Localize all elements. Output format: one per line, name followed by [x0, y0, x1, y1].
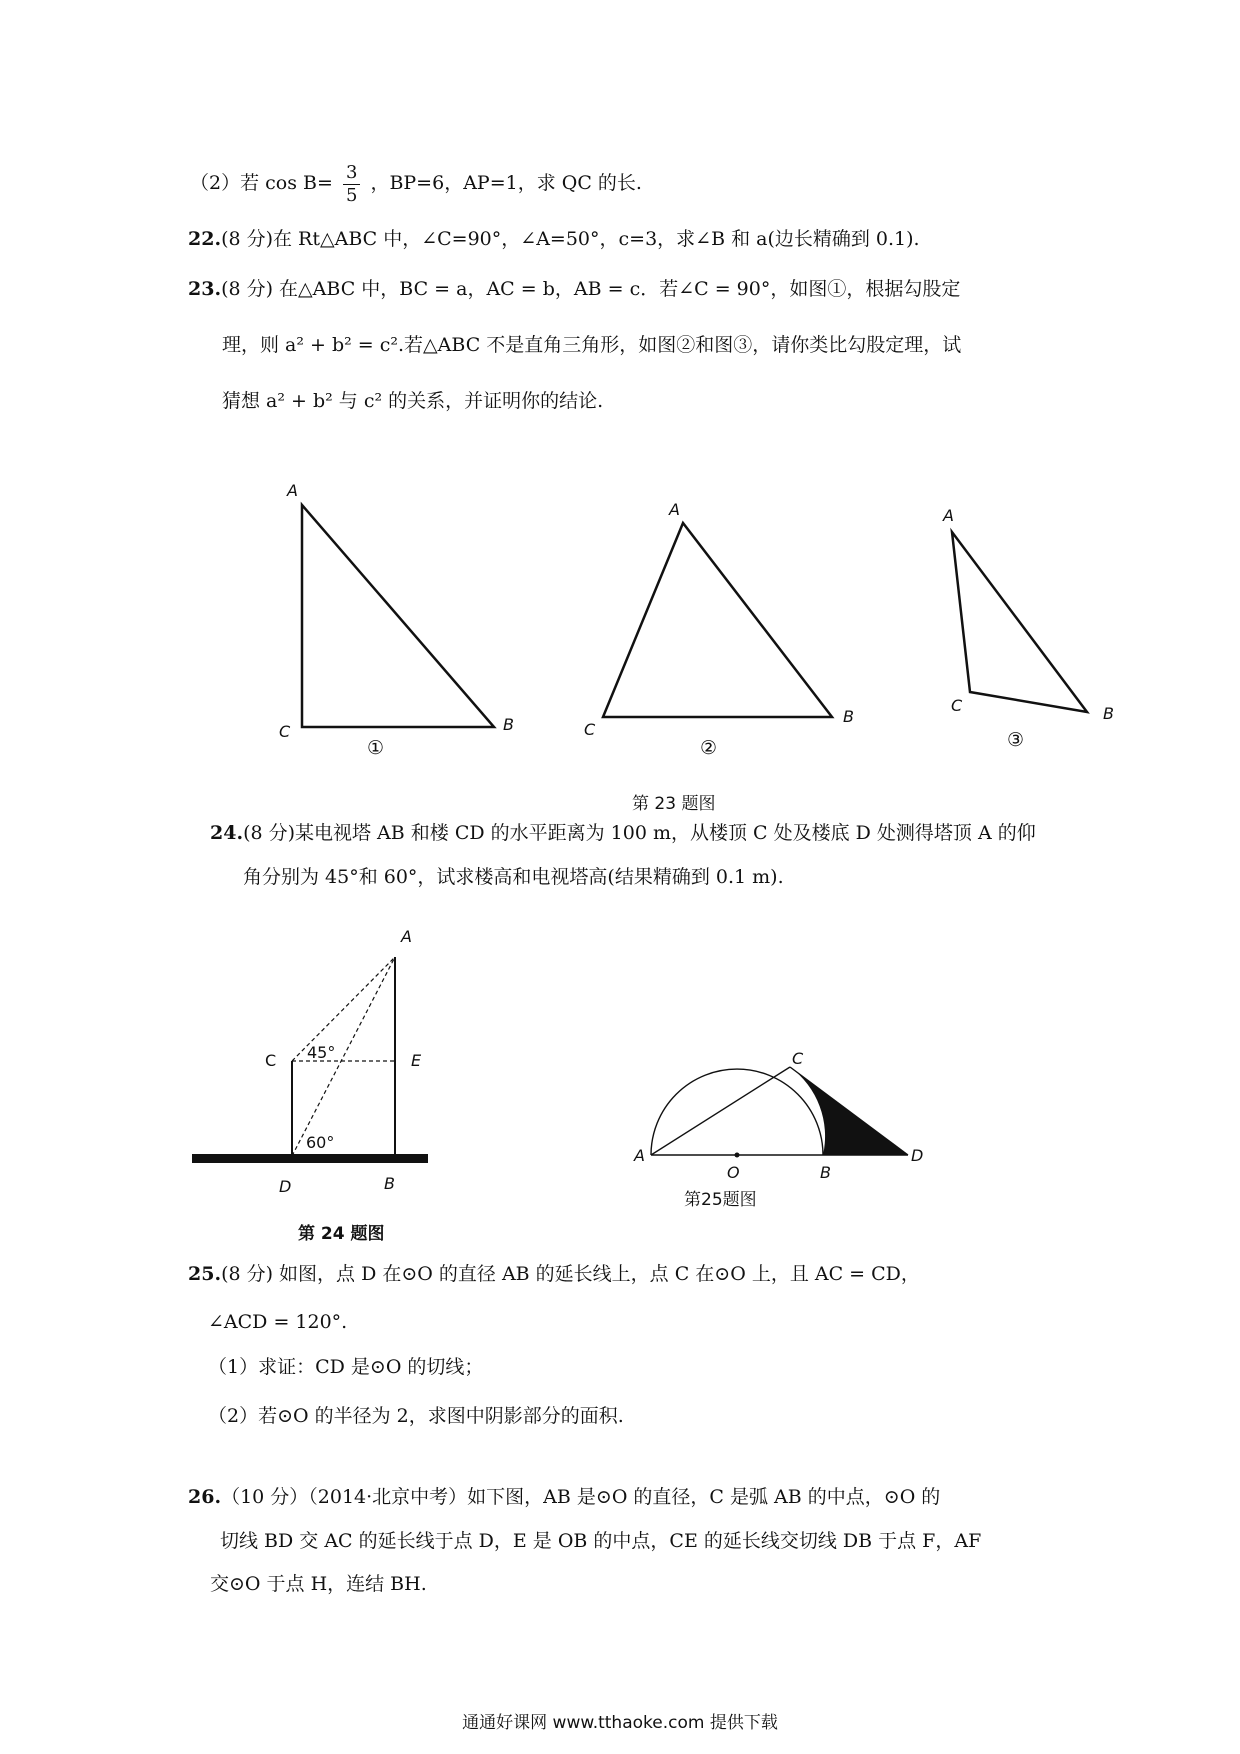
q21-suffix: ，BP=6，AP=1，求 QC 的长. — [370, 172, 642, 195]
q23-text-1: (8 分) 在△ABC 中，BC = a，AC = b，AB = c．若∠C = 90°，如图①，根据勾股定 — [221, 278, 961, 300]
center-point-o — [735, 1153, 740, 1158]
fig23-label-3: ③ — [1007, 729, 1025, 751]
q23-line2: 理，则 a² + b² = c².若△ABC 不是直角三角形，如图②和图③，请你类比勾股定理，试 — [222, 334, 962, 356]
fig25-caption: 第25题图 — [684, 1190, 757, 1210]
fig24-label-A: A — [401, 927, 412, 946]
q26-number: 26. — [188, 1486, 222, 1508]
fig25-label-O: O — [727, 1163, 740, 1182]
fraction-numerator: 3 — [343, 162, 360, 185]
tri2-label-A: A — [669, 500, 680, 519]
q26-line2: 切线 BD 交 AC 的延长线于点 D，E 是 OB 的中点，CE 的延长线交切线 DB 于点 F，AF — [220, 1530, 982, 1552]
fig25-label-D: D — [911, 1146, 924, 1165]
fig25-label-A: A — [634, 1146, 645, 1165]
q26-text-1: （10 分）（2014·北京中考）如下图，AB 是⊙O 的直径，C 是弧 AB 的中点，⊙O 的 — [221, 1486, 941, 1508]
q22-text: (8 分)在 Rt△ABC 中，∠C=90°，∠A=50°，c=3，求∠B 和 a(边长精确到 0.1). — [221, 228, 920, 250]
q26-line1 — [188, 1486, 940, 1509]
fig25-label-B: B — [820, 1163, 831, 1182]
q25-text-1: (8 分) 如图，点 D 在⊙O 的直径 AB 的延长线上，点 C 在⊙O 上，且 AC = CD， — [221, 1263, 920, 1285]
q25-line3: （1）求证：CD 是⊙O 的切线； — [208, 1356, 484, 1378]
q25-line1 — [188, 1263, 920, 1286]
tri1-label-B: B — [503, 715, 514, 734]
fig24-label-E: E — [411, 1051, 422, 1070]
fig24-label-C: C — [265, 1051, 277, 1070]
line-ac — [651, 1067, 790, 1155]
fraction-denominator: 5 — [345, 184, 358, 206]
q21-prefix: （2）若 cos B= — [190, 172, 333, 195]
tri3-label-C: C — [951, 696, 963, 715]
q25-number: 25. — [188, 1263, 222, 1285]
tri2-label-B: B — [843, 707, 854, 726]
q26-line3: 交⊙O 于点 H，连结 BH. — [210, 1573, 427, 1595]
q24-text-1: (8 分)某电视塔 AB 和楼 CD 的水平距离为 100 m，从楼顶 C 处及楼底 D 处测得塔顶 A 的仰 — [243, 822, 1036, 844]
fig24-label-B: B — [384, 1174, 395, 1193]
tri1-label-A: A — [287, 481, 298, 500]
fig24-label-D: D — [279, 1177, 292, 1196]
page-footer: 通通好课网 www.tthaoke.com 提供下载 — [462, 1713, 778, 1733]
tri3-label-A: A — [943, 506, 954, 525]
fig24-caption: 第 24 题图 — [298, 1224, 385, 1244]
q25-line2: ∠ACD = 120°. — [208, 1311, 348, 1333]
tri2-label-C: C — [584, 720, 596, 739]
fig24-angle-60: 60° — [306, 1133, 335, 1152]
q23-number: 23. — [188, 278, 222, 300]
q23-line3: 猜想 a² + b² 与 c² 的关系，并证明你的结论. — [222, 390, 604, 412]
q25-line4: （2）若⊙O 的半径为 2，求图中阴影部分的面积. — [208, 1405, 624, 1427]
semicircle — [651, 1069, 823, 1155]
fig24-angle-45: 45° — [307, 1043, 336, 1062]
q22-number: 22. — [188, 228, 222, 250]
tri1-label-C: C — [279, 722, 291, 741]
fig23-label-1: ① — [367, 737, 385, 759]
q24-number: 24. — [210, 822, 244, 844]
fig23-caption: 第 23 题图 — [632, 794, 716, 814]
fig23-label-2: ② — [700, 737, 718, 759]
q24-line2: 角分别为 45°和 60°，试求楼高和电视塔高(结果精确到 0.1 m). — [243, 866, 784, 888]
fig25-label-C: C — [792, 1049, 804, 1068]
tri3-label-B: B — [1103, 704, 1114, 723]
